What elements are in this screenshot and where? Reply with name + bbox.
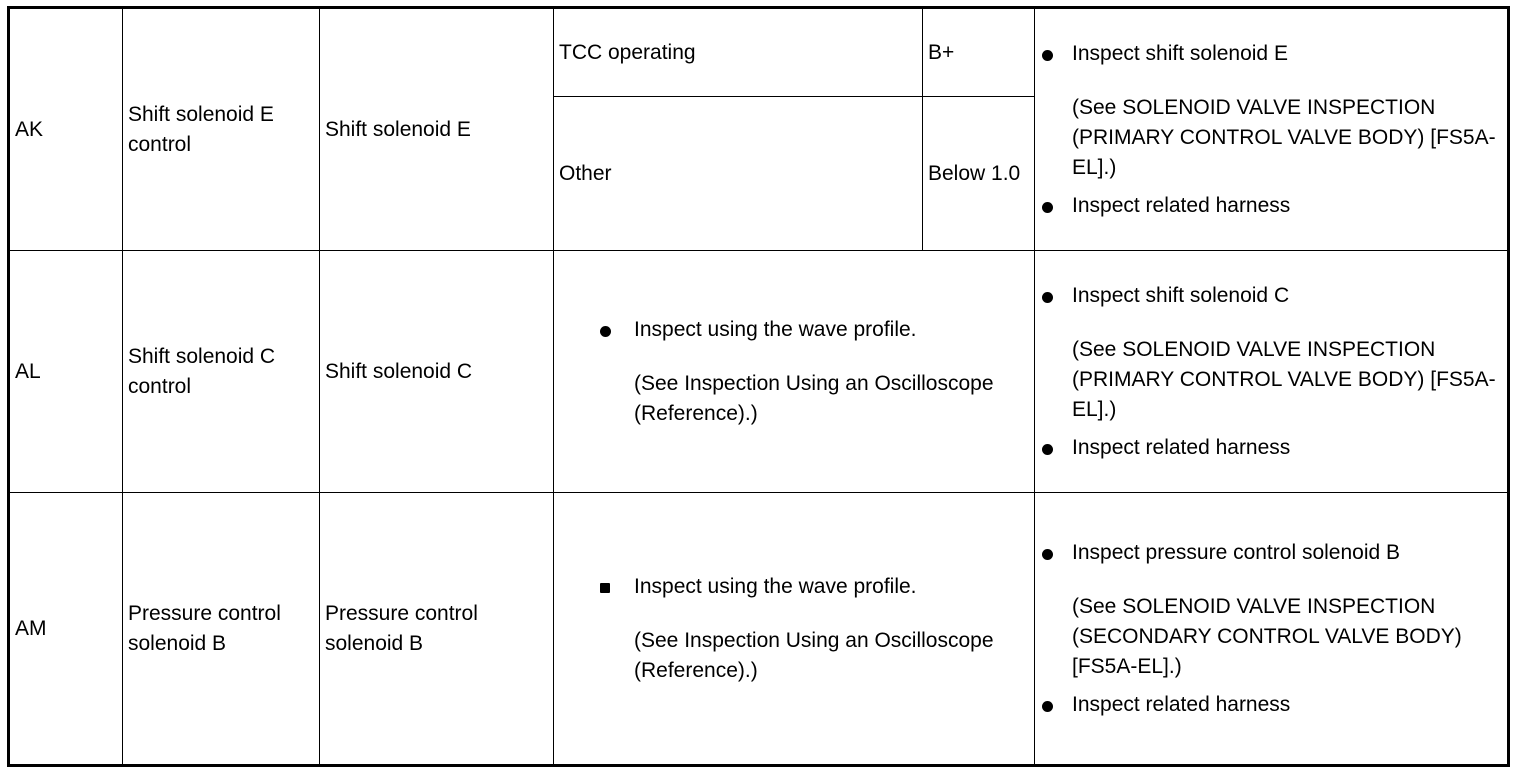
voltage-cell (923, 97, 1035, 251)
connected-part-cell (320, 251, 554, 493)
connected-part-text: Pressure control solenoid B (325, 601, 478, 655)
table-row-am (9, 493, 1509, 766)
condition-text: TCC operating (559, 40, 696, 64)
bullet-icon (1042, 50, 1053, 61)
voltage-text: Below 1.0 (928, 161, 1021, 185)
terminal-code: AK (15, 117, 44, 141)
inspection-reference: (See Inspection Using an Oscilloscope (Reference).) (634, 371, 994, 425)
action-cell (1035, 251, 1509, 493)
action-item (1040, 281, 1502, 425)
action-item (1040, 433, 1502, 463)
terminal-code-cell (9, 251, 123, 493)
condition-cell (554, 97, 923, 251)
voltage-cell (923, 8, 1035, 97)
table-row-al (9, 251, 1509, 493)
bullet-icon (1042, 202, 1053, 213)
action-text: Inspect related harness (1072, 435, 1291, 459)
bullet-icon (1042, 701, 1053, 712)
action-text: Inspect related harness (1072, 692, 1291, 716)
action-text: Inspect related harness (1072, 193, 1291, 217)
connected-part-text: Shift solenoid E (325, 117, 471, 141)
action-cell (1035, 8, 1509, 251)
function-text: Shift solenoid C control (128, 344, 276, 398)
bullet-icon (600, 583, 610, 593)
action-item (1040, 39, 1502, 183)
inspection-cell (554, 493, 1035, 766)
bullet-icon (1042, 444, 1053, 455)
function-cell (123, 8, 320, 251)
action-list (1040, 39, 1502, 221)
function-text: Pressure control solenoid B (128, 601, 281, 655)
action-reference: (See SOLENOID VALVE INSPECTION (PRIMARY CONTROL VALVE BODY) [FS5A-EL].) (1072, 337, 1496, 421)
action-cell (1035, 493, 1509, 766)
action-list (1040, 281, 1502, 463)
terminal-code: AM (15, 616, 47, 640)
action-reference: (See SOLENOID VALVE INSPECTION (PRIMARY CONTROL VALVE BODY) [FS5A-EL].) (1072, 95, 1496, 179)
terminal-code: AL (15, 359, 41, 383)
condition-text: Other (559, 161, 612, 185)
inspection-cell (554, 251, 1035, 493)
bullet-icon (1042, 292, 1053, 303)
connected-part-cell (320, 8, 554, 251)
action-item (1040, 690, 1502, 720)
condition-cell (554, 8, 923, 97)
inspection-list (598, 315, 1029, 429)
inspection-text: Inspect using the wave profile. (634, 574, 917, 598)
inspection-reference: (See Inspection Using an Oscilloscope (Reference).) (634, 628, 994, 682)
action-text: Inspect shift solenoid C (1072, 283, 1290, 307)
function-text: Shift solenoid E control (128, 102, 274, 156)
inspection-text: Inspect using the wave profile. (634, 317, 917, 341)
action-item (1040, 191, 1502, 221)
voltage-text: B+ (928, 40, 955, 64)
connected-part-cell (320, 493, 554, 766)
inspection-item (598, 315, 1029, 429)
terminal-inspection-table (7, 6, 1510, 767)
function-cell (123, 493, 320, 766)
terminal-code-cell (9, 493, 123, 766)
action-list (1040, 538, 1502, 720)
bullet-icon (1042, 549, 1053, 560)
inspection-item (598, 572, 1029, 686)
terminal-code-cell (9, 8, 123, 251)
inspection-list (598, 572, 1029, 686)
action-text: Inspect pressure control solenoid B (1072, 540, 1401, 564)
table-row-ak (9, 8, 1509, 97)
bullet-icon (600, 326, 611, 337)
action-reference: (See SOLENOID VALVE INSPECTION (SECONDARY CONTROL VALVE BODY) [FS5A-EL].) (1072, 594, 1462, 678)
function-cell (123, 251, 320, 493)
connected-part-text: Shift solenoid C (325, 359, 473, 383)
action-text: Inspect shift solenoid E (1072, 41, 1288, 65)
action-item (1040, 538, 1502, 682)
